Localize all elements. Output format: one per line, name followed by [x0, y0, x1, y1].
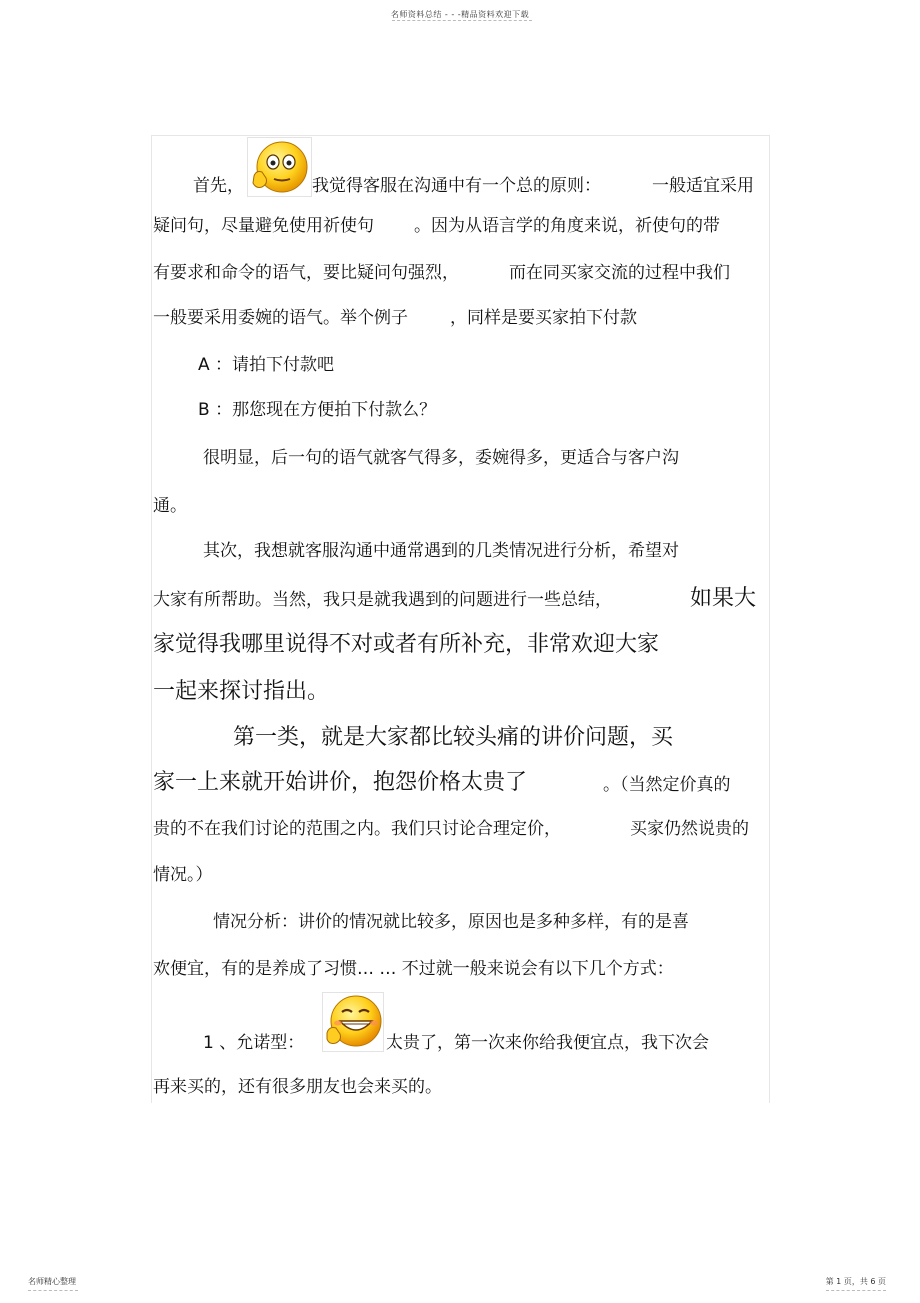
- text-line: 再来买的，还有很多朋友也会来买的。: [153, 1077, 442, 1097]
- page-number: 第 1 页，共 6 页: [825, 1277, 886, 1286]
- text-line: 太贵了，第一次来你给我便宜点，我下次会: [386, 1033, 709, 1053]
- text-line: 情况分析：讲价的情况就比较多，原因也是多种多样，有的是喜: [213, 912, 689, 932]
- text-line: 而在同买家交流的过程中我们: [509, 263, 730, 283]
- text-line: 很明显，后一句的语气就客气得多，委婉得多，更适合与客户沟: [203, 448, 679, 468]
- text-line-large: 家觉得我哪里说得不对或者有所补充，非常欢迎大家: [153, 632, 660, 657]
- page-header: 名师资料总结 - - -精品资料欢迎下载: [390, 10, 530, 19]
- text-line: 贵的不在我们讨论的范围之内。我们只讨论合理定价，: [153, 819, 561, 839]
- text-line: 首先，: [193, 176, 244, 196]
- text-line: 情况。）: [153, 865, 213, 885]
- text-line: 一般要采用委婉的语气。举个例子: [153, 308, 408, 328]
- header-divider: [392, 20, 532, 21]
- footer-divider: [826, 1290, 886, 1291]
- text-line: 我觉得客服在沟通中有一个总的原则：: [312, 176, 601, 196]
- text-line: 大家有所帮助。当然，我只是就我遇到的问题进行一些总结，: [153, 590, 612, 610]
- text-line: 。（当然定价真的: [603, 775, 731, 795]
- text-line: ，同样是要买家拍下付款: [450, 308, 637, 328]
- text-line: 通。: [153, 496, 187, 516]
- page-footer-left: 名师精心整理: [28, 1277, 76, 1286]
- surprised-smiley-icon: [247, 137, 312, 197]
- text-line-large: 第一类，就是大家都比较头痛的讲价问题，买: [233, 725, 674, 750]
- text-line-large: 一起来探讨指出。: [153, 679, 330, 704]
- text-line-large: 家一上来就开始讲价，抱怨价格太贵了: [153, 770, 528, 795]
- text-line: 1 、允诺型：: [203, 1033, 305, 1053]
- text-line: 疑问句，尽量避免使用祈使句: [153, 216, 374, 236]
- footer-divider: [28, 1290, 78, 1291]
- text-line: 买家仍然说贵的: [630, 819, 749, 839]
- text-line-large: 如果大: [690, 586, 757, 611]
- text-line: 其次，我想就客服沟通中通常遇到的几类情况进行分析，希望对: [203, 541, 679, 561]
- text-line: B ：那您现在方便拍下付款么？: [198, 400, 437, 420]
- text-line: 。因为从语言学的角度来说，祈使句的带: [414, 216, 720, 236]
- text-line: 有要求和命令的语气，要比疑问句强烈，: [153, 263, 459, 283]
- grinning-thumbs-up-smiley-icon: [322, 992, 384, 1052]
- text-line: 欢便宜，有的是养成了习惯… … 不过就一般来说会有以下几个方式：: [153, 959, 674, 979]
- text-line: A ：请拍下付款吧: [198, 355, 335, 375]
- text-line: 一般适宜采用: [652, 176, 754, 196]
